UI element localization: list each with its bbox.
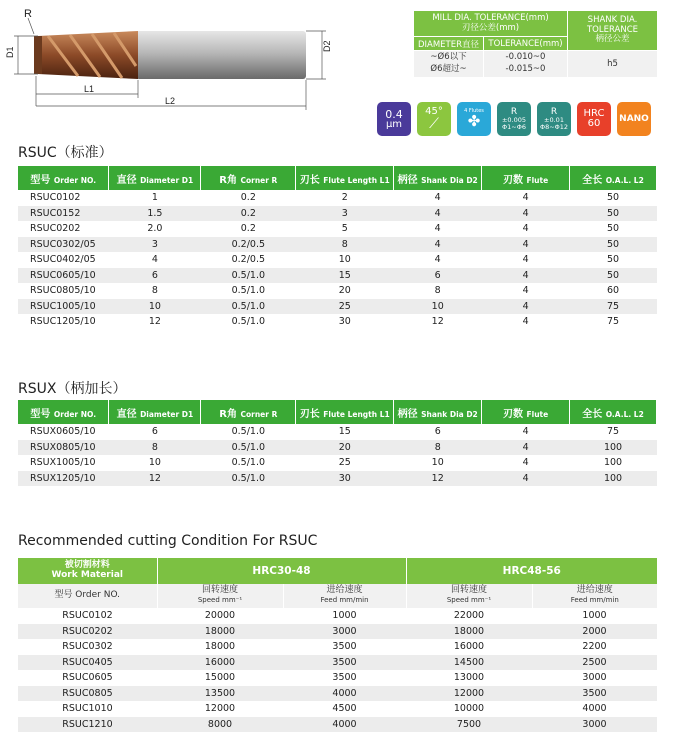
table-cell: 50 <box>606 192 620 204</box>
table-cell: 15 <box>296 268 394 284</box>
table-cell: 60 <box>606 285 620 297</box>
table-cell: 18000 <box>204 641 236 653</box>
rsuc-table <box>18 166 657 330</box>
table-cell: 4 <box>522 457 529 469</box>
table-cell: 12000 <box>204 703 236 715</box>
table-cell: 25 <box>338 457 351 469</box>
table-row <box>18 455 657 471</box>
column-header: R角 Corner R <box>201 400 296 424</box>
column-header: 柄径 Shank Dia D2 <box>394 166 482 190</box>
column-header: 直径 Diameter D1 <box>109 166 201 190</box>
table-cell: RSUC0605/10 <box>18 268 109 284</box>
table-cell: 75 <box>606 316 620 328</box>
table-cell: 10000 <box>453 703 485 715</box>
table-cell: 50 <box>606 223 620 235</box>
table-cell: 2200 <box>582 641 607 653</box>
feed-header-2: 进给速度 Feed mm/min <box>532 584 657 608</box>
table-cell: 3000 <box>582 672 607 684</box>
table-cell: 4 <box>482 440 570 456</box>
table-cell: 3000 <box>532 717 657 733</box>
table-cell: 3 <box>109 237 201 253</box>
column-header: 刃数 Flute <box>482 400 570 424</box>
shank-tolerance-header: SHANK DIA. TOLERANCE 柄径公差 <box>568 11 658 51</box>
helix-angle-badge: 45° ⟋ <box>417 102 451 136</box>
table-cell: 3500 <box>532 686 657 702</box>
table-cell: RSUC0102 <box>30 192 81 204</box>
table-cell: 0.2/0.5 <box>201 237 296 253</box>
column-header: R角 Corner R <box>201 166 296 190</box>
table-cell: RSUC1005/10 <box>18 299 109 315</box>
table-cell: 8 <box>394 440 482 456</box>
r-label: R <box>24 8 32 20</box>
column-header: 型号 Order NO. <box>18 400 109 424</box>
table-cell: 10 <box>394 299 482 315</box>
table-row <box>18 252 657 268</box>
table-cell: 6 <box>394 268 482 284</box>
table-cell: 16000 <box>157 655 283 671</box>
table-cell: 8000 <box>157 717 283 733</box>
table-cell: RSUC0302 <box>62 641 113 653</box>
table-cell: 30 <box>338 316 351 328</box>
table-cell: 100 <box>603 457 623 469</box>
table-cell: 16000 <box>453 641 485 653</box>
table-cell: 22000 <box>453 610 485 622</box>
table-cell: 4000 <box>582 703 607 715</box>
table-row <box>18 190 657 206</box>
flute-shape <box>38 31 138 79</box>
table-cell: 75 <box>606 426 620 438</box>
table-cell: 7500 <box>406 717 532 733</box>
table-cell: 50 <box>570 206 657 222</box>
column-header: 刃长 Flute Length L1 <box>296 166 394 190</box>
table-cell: RSUC1205/10 <box>30 316 96 328</box>
table-cell: 6 <box>109 268 201 284</box>
table-row <box>18 440 657 456</box>
table-cell: 4 <box>482 237 570 253</box>
table-cell: 3500 <box>283 655 406 671</box>
work-material-header: 被切割材料 Work Material <box>18 558 157 584</box>
table-row <box>18 237 657 253</box>
table-cell: RSUC0805 <box>18 686 157 702</box>
table-cell: RSUC0405 <box>18 655 157 671</box>
table-cell: RSUC0805/10 <box>30 285 96 297</box>
table-cell: 4 <box>434 192 441 204</box>
table-cell: 0.5/1.0 <box>201 299 296 315</box>
table-cell: 2.0 <box>147 223 163 235</box>
column-header: 型号 Order NO. <box>18 166 109 190</box>
table-row <box>18 424 657 440</box>
table-row <box>18 299 657 315</box>
table-cell: 13500 <box>157 686 283 702</box>
table-cell: 0.5/1.0 <box>231 316 266 328</box>
column-header: 柄径 Shank Dia D2 <box>394 400 482 424</box>
table-cell: RSUC0202 <box>18 624 157 640</box>
table-cell: 12 <box>394 471 482 487</box>
table-cell: 12 <box>148 316 161 328</box>
table-cell: 12000 <box>406 686 532 702</box>
feature-badges <box>377 102 651 136</box>
table-cell: 2500 <box>532 655 657 671</box>
table-cell: 50 <box>570 268 657 284</box>
table-row <box>18 283 657 299</box>
column-header: 全长 O.A.L. L2 <box>570 400 657 424</box>
speed-header-2: 回转速度 Speed mm⁻¹ <box>406 584 532 608</box>
table-row <box>18 314 657 330</box>
table-cell: 3500 <box>332 672 357 684</box>
roughness-badge: 0.4 μm <box>377 102 411 136</box>
table-cell: 10 <box>109 299 201 315</box>
column-header: 直径 Diameter D1 <box>109 400 201 424</box>
feed-header-1: 进给速度 Feed mm/min <box>283 584 406 608</box>
table-cell: 4000 <box>283 717 406 733</box>
table-row <box>18 717 657 733</box>
tolerance-large-badge: R ±0.01 Φ8~Φ12 <box>537 102 571 136</box>
table-row <box>18 686 657 702</box>
table-cell: 6 <box>151 426 158 438</box>
table-cell: 1.5 <box>109 206 201 222</box>
table-cell: 0.5/1.0 <box>231 426 266 438</box>
l1-label: L1 <box>84 84 95 94</box>
tolerance-table <box>413 10 658 78</box>
column-header: 全长 O.A.L. L2 <box>570 166 657 190</box>
column-header: 刃长 Flute Length L1 <box>296 400 394 424</box>
table-cell: 4 <box>482 471 570 487</box>
table-cell: 20000 <box>204 610 236 622</box>
table-cell: 100 <box>570 440 657 456</box>
table-row <box>18 221 657 237</box>
table-cell: RSUC0152 <box>18 206 109 222</box>
table-cell: RSUC0102 <box>62 610 113 622</box>
table-cell: 2 <box>341 192 348 204</box>
table-row <box>18 670 657 686</box>
table-cell: 15 <box>338 426 351 438</box>
table-cell: 50 <box>570 237 657 253</box>
table-cell: RSUX1205/10 <box>18 471 109 487</box>
table-row <box>18 268 657 284</box>
table-cell: 4 <box>522 316 529 328</box>
table-cell: 4 <box>394 237 482 253</box>
table-cell: 10 <box>148 457 161 469</box>
hrc-badge: HRC 60 <box>577 102 611 136</box>
table-cell: 50 <box>606 254 620 266</box>
table-cell: 2000 <box>532 624 657 640</box>
table-cell: 0.5/1.0 <box>231 285 266 297</box>
table-cell: 0.2 <box>240 223 256 235</box>
table-cell: 10 <box>431 457 444 469</box>
table-row <box>18 206 657 222</box>
shank-tolerance-cell: h5 <box>568 51 658 78</box>
flutes-badge: 4 Flutes ✤ <box>457 102 491 136</box>
table-row <box>18 639 657 655</box>
table-cell: 1000 <box>582 610 607 622</box>
table-cell: 4 <box>522 223 529 235</box>
table-cell: 25 <box>296 299 394 315</box>
table-cell: RSUX1005/10 <box>30 457 96 469</box>
table-cell: 4000 <box>283 686 406 702</box>
cutting-table <box>18 558 657 732</box>
table-cell: 8 <box>151 285 158 297</box>
table-cell: 4 <box>434 223 441 235</box>
table-cell: RSUC0302/05 <box>18 237 109 253</box>
table-cell: 8 <box>434 285 441 297</box>
table-cell: 18000 <box>406 624 532 640</box>
table-row <box>18 701 657 717</box>
table-cell: RSUC0202 <box>30 223 81 235</box>
table-cell: 0.2 <box>201 206 296 222</box>
table-cell: RSUX0805/10 <box>18 440 109 456</box>
table-cell: 4 <box>482 206 570 222</box>
tolerance-header: TOLERANCE(mm) <box>484 37 568 51</box>
hrc30-48-header: HRC30-48 <box>157 558 406 584</box>
rsuc-title: RSUC（标准） <box>18 145 113 161</box>
hrc48-56-header: HRC48-56 <box>406 558 657 584</box>
rsux-table <box>18 400 657 486</box>
column-header: 刃数 Flute <box>482 166 570 190</box>
d2-label: D2 <box>322 40 332 52</box>
table-cell: 20 <box>338 285 351 297</box>
table-row <box>18 624 657 640</box>
table-cell: RSUC0605 <box>62 672 113 684</box>
table-cell: 3000 <box>283 624 406 640</box>
table-row <box>18 655 657 671</box>
table-cell: 13000 <box>453 672 485 684</box>
table-cell: 3 <box>296 206 394 222</box>
table-cell: 20 <box>296 440 394 456</box>
l2-label: L2 <box>165 96 176 106</box>
table-cell: RSUC1210 <box>18 717 157 733</box>
table-cell: 4 <box>522 192 529 204</box>
table-cell: 4 <box>482 299 570 315</box>
table-cell: 0.5/1.0 <box>201 471 296 487</box>
table-cell: 4 <box>434 254 441 266</box>
table-cell: 0.2 <box>240 192 256 204</box>
table-cell: 4 <box>394 206 482 222</box>
nano-badge: NANO <box>617 102 651 136</box>
table-cell: RSUC0402/05 <box>30 254 96 266</box>
table-cell: 5 <box>341 223 348 235</box>
table-cell: 0.5/1.0 <box>231 457 266 469</box>
d1-label: D1 <box>5 46 15 58</box>
table-row <box>18 608 657 624</box>
table-cell: 6 <box>434 426 441 438</box>
table-cell: 4 <box>482 268 570 284</box>
table-cell: 100 <box>570 471 657 487</box>
table-cell: 1 <box>151 192 158 204</box>
cutting-title: Recommended cutting Condition For RSUC <box>18 533 318 549</box>
table-cell: 75 <box>570 299 657 315</box>
table-cell: 0.5/1.0 <box>201 268 296 284</box>
table-cell: 1000 <box>332 610 357 622</box>
table-cell: 30 <box>296 471 394 487</box>
order-no-header: 型号 Order NO. <box>18 584 157 608</box>
table-cell: RSUX0605/10 <box>30 426 96 438</box>
table-cell: 4 <box>522 254 529 266</box>
table-cell: 14500 <box>406 655 532 671</box>
table-cell: 3500 <box>332 641 357 653</box>
table-cell: 8 <box>109 440 201 456</box>
diameter-cell: ~Ø6以下 Ø6超过~ <box>414 51 484 78</box>
table-cell: 4500 <box>332 703 357 715</box>
table-cell: 10 <box>338 254 351 266</box>
table-cell: 12 <box>431 316 444 328</box>
rsux-title: RSUX（柄加长） <box>18 381 127 397</box>
table-cell: 0.5/1.0 <box>201 440 296 456</box>
end-mill-diagram <box>5 6 338 116</box>
table-cell: 15000 <box>204 672 236 684</box>
table-row <box>18 471 657 487</box>
speed-header-1: 回转速度 Speed mm⁻¹ <box>157 584 283 608</box>
tolerance-cell: -0.010~0 -0.015~0 <box>484 51 568 78</box>
tolerance-small-badge: R ±0.005 Φ1~Φ6 <box>497 102 531 136</box>
table-cell: 0.2/0.5 <box>231 254 266 266</box>
mill-tolerance-header: MILL DIA. TOLERANCE(mm) 刃径公差(mm) <box>414 11 568 37</box>
table-cell: 12 <box>109 471 201 487</box>
table-cell: RSUC1010 <box>62 703 113 715</box>
shank-shape <box>136 31 306 79</box>
table-cell: 4 <box>522 426 529 438</box>
table-cell: 18000 <box>157 624 283 640</box>
table-cell: 4 <box>522 285 529 297</box>
table-cell: 8 <box>296 237 394 253</box>
diameter-header: DIAMETER直径 <box>414 37 484 51</box>
table-cell: 4 <box>151 254 158 266</box>
